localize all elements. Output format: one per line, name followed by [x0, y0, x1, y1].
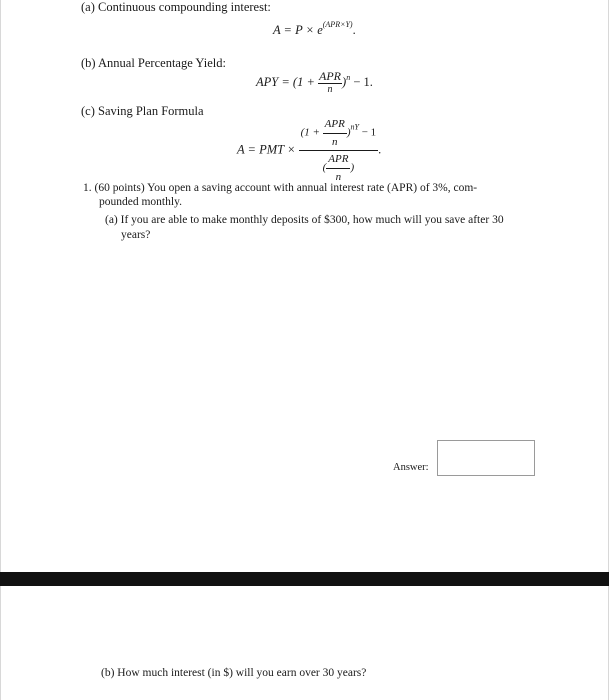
formula-apy-frac-num: APR: [319, 69, 342, 83]
formula-apy-tail: − 1.: [353, 74, 373, 89]
formula-saving-num-frac-num: APR: [323, 118, 347, 134]
part-a-question-line2: years?: [121, 229, 151, 241]
formula-saving-denominator: [299, 151, 379, 183]
formula-saving-den-open: (: [322, 161, 327, 174]
formula-continuous: [273, 20, 356, 38]
formula-saving-den-close: ): [350, 161, 355, 174]
answer-input-box[interactable]: [437, 440, 535, 476]
formula-saving-num-open: (1 +: [300, 126, 320, 139]
formula-saving-lhs: A = PMT ×: [237, 142, 296, 157]
formula-saving-den-frac-num: APR: [326, 153, 350, 169]
formula-saving-den-frac: [326, 153, 350, 183]
problem-statement-line2: pounded monthly.: [99, 196, 182, 208]
formula-apy-fraction: [318, 70, 342, 96]
formula-saving-den-frac-den: n: [335, 171, 342, 183]
heading-continuous: (a) Continuous compounding interest:: [81, 0, 271, 14]
formula-saving-num-tail: − 1: [361, 126, 377, 139]
formula-saving-plan: [237, 118, 382, 183]
formula-saving-num-frac: [323, 118, 347, 148]
part-b-question: (b) How much interest (in $) will you earn over 30 years?: [101, 667, 367, 679]
page-separator: [0, 572, 609, 586]
heading-saving-plan: (c) Saving Plan Formula: [81, 104, 204, 118]
formula-apy-rhs: ): [342, 74, 347, 89]
formula-apy-frac-den: n: [327, 84, 333, 95]
problem-statement-line1: 1. (60 points) You open a saving account with annual interest rate (APR) of 3%, com-: [83, 182, 478, 194]
part-a-question-line1: (a) If you are able to make monthly deposits of $300, how much will you save after 30: [105, 214, 504, 226]
formula-continuous-exponent: (APR×Y): [322, 20, 353, 29]
formula-apy: [256, 70, 373, 104]
formula-saving-trail: .: [378, 142, 382, 157]
formula-apy-power: n: [346, 72, 351, 82]
formula-saving-num-power: nY: [350, 122, 359, 132]
formula-saving-num-frac-den: n: [331, 136, 338, 148]
heading-apy: (b) Annual Percentage Yield:: [81, 56, 226, 70]
formula-saving-numerator: [299, 118, 379, 151]
answer-label: Answer:: [393, 462, 429, 473]
formula-saving-main-fraction: [299, 118, 382, 183]
formula-continuous-lhs: A = P × e: [273, 23, 323, 37]
formula-continuous-trail: .: [352, 23, 356, 37]
page-bottom: [0, 586, 609, 700]
formula-apy-lhs: APY = (1 +: [256, 74, 315, 89]
formula-saving-num-close: ): [346, 126, 351, 139]
